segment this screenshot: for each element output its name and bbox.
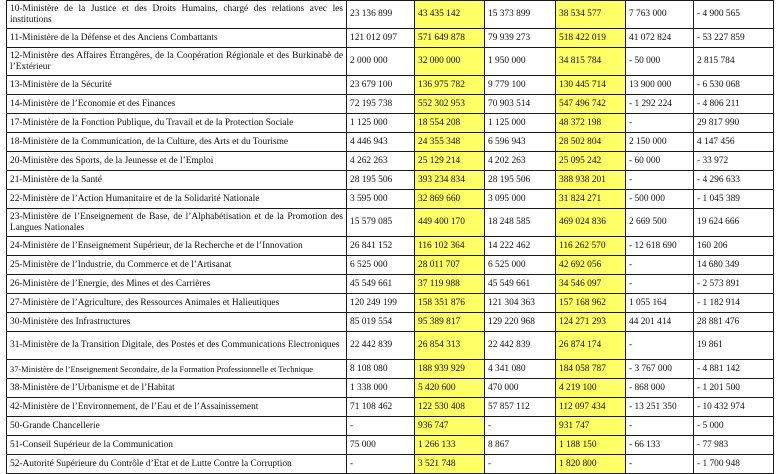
amount-cell: 15 579 085 [347,209,415,237]
amount-cell: 85 019 554 [347,313,415,332]
difference-cell: - 33 972 [694,152,774,171]
ministry-name: 50-Grande Chancellerie [7,417,347,436]
table-row [7,360,774,379]
table-row [7,398,774,417]
highlighted-amount-cell: 1 266 133 [415,436,485,455]
highlighted-amount-cell: 122 530 408 [415,398,485,417]
amount-cell: 41 072 824 [626,29,694,48]
difference-cell: - 53 227 859 [694,29,774,48]
amount-cell: - [485,455,556,474]
amount-cell: 8 867 [485,436,556,455]
highlighted-amount-cell: 3 521 748 [415,455,485,474]
ministry-name: 18-Ministère de la Communication, de la Culture, des Arts et du Tourisme [7,133,347,152]
ministry-name: 38-Ministère de l’Urbanisme et de l’Habitat [7,379,347,398]
amount-cell: - 50 000 [626,48,694,76]
difference-cell: 160 206 [694,237,774,256]
amount-cell: 45 549 661 [485,275,556,294]
highlighted-amount-cell: 1 188 150 [556,436,626,455]
highlighted-amount-cell: 18 554 208 [415,114,485,133]
amount-cell: 45 549 661 [347,275,415,294]
amount-cell: 1 055 164 [626,294,694,313]
amount-cell: 470 000 [485,379,556,398]
amount-cell: 22 442 839 [347,332,415,360]
amount-cell: - [347,455,415,474]
amount-cell: 2 000 000 [347,48,415,76]
budget-table [6,0,774,474]
amount-cell: - 1 292 224 [626,95,694,114]
amount-cell: 120 249 199 [347,294,415,313]
ministry-name: 10-Ministère de la Justice et des Droits Humains, chargé des relations avec les institutions [7,1,347,29]
amount-cell: - 60 000 [626,152,694,171]
table-row [7,1,774,29]
amount-cell: 79 939 273 [485,29,556,48]
table-row [7,313,774,332]
difference-cell: 19 624 666 [694,209,774,237]
highlighted-amount-cell: 5 420 600 [415,379,485,398]
difference-cell: - 4 296 633 [694,171,774,190]
difference-cell: - 1 045 389 [694,190,774,209]
amount-cell: 2 150 000 [626,133,694,152]
difference-cell: 14 680 349 [694,256,774,275]
highlighted-amount-cell: 388 938 201 [556,171,626,190]
amount-cell: 6 596 943 [485,133,556,152]
difference-cell: - 1 182 914 [694,294,774,313]
ministry-name: 26-Ministère de l’Energie, des Mines et des Carrières [7,275,347,294]
amount-cell: 44 201 414 [626,313,694,332]
difference-cell: - 4 900 565 [694,1,774,29]
difference-cell: - 4 806 211 [694,95,774,114]
table-row [7,95,774,114]
amount-cell: - 66 133 [626,436,694,455]
highlighted-amount-cell: 28 011 707 [415,256,485,275]
table-row [7,190,774,209]
difference-cell: - 4 881 142 [694,360,774,379]
amount-cell: 23 136 899 [347,1,415,29]
ministry-name: 13-Ministère de la Sécurité [7,76,347,95]
table-row [7,133,774,152]
amount-cell: 26 841 152 [347,237,415,256]
highlighted-amount-cell: 34 815 784 [556,48,626,76]
amount-cell: 22 442 839 [485,332,556,360]
amount-cell: 23 679 100 [347,76,415,95]
highlighted-amount-cell: 116 102 364 [415,237,485,256]
amount-cell: 28 195 506 [347,171,415,190]
ministry-name: 20-Ministère des Sports, de la Jeunesse et de l’Emploi [7,152,347,171]
highlighted-amount-cell: 28 502 804 [556,133,626,152]
amount-cell: 121 304 363 [485,294,556,313]
table-row [7,209,774,237]
ministry-name: 51-Conseil Supérieur de la Communication [7,436,347,455]
amount-cell: - [485,417,556,436]
highlighted-amount-cell: 158 351 876 [415,294,485,313]
highlighted-amount-cell: 552 302 953 [415,95,485,114]
table-row [7,455,774,474]
amount-cell: 15 373 899 [485,1,556,29]
ministry-name: 27-Ministère de l’Agriculture, des Ressources Animales et Halieutiques [7,294,347,313]
amount-cell: - [626,275,694,294]
highlighted-amount-cell: 136 975 782 [415,76,485,95]
table-row [7,294,774,313]
amount-cell: - [347,417,415,436]
amount-cell: - 500 000 [626,190,694,209]
highlighted-amount-cell: 32 000 000 [415,48,485,76]
ministry-name: 31-Ministère de la Transition Digitale, des Postes et des Communications Electroniques [7,332,347,360]
table-row [7,379,774,398]
ministry-name: 17-Ministère de la Fonction Publique, du Travail et de la Protection Sociale [7,114,347,133]
highlighted-amount-cell: 37 119 988 [415,275,485,294]
highlighted-amount-cell: 124 271 293 [556,313,626,332]
amount-cell: 4 341 080 [485,360,556,379]
highlighted-amount-cell: 518 422 019 [556,29,626,48]
amount-cell: 129 220 968 [485,313,556,332]
amount-cell: - 12 618 690 [626,237,694,256]
highlighted-amount-cell: 184 058 787 [556,360,626,379]
amount-cell: 1 125 000 [485,114,556,133]
ministry-name: 23-Ministère de l’Enseignement de Base, de l’Alphabétisation et de la Promotion des Langues Nationales [7,209,347,237]
highlighted-amount-cell: 42 692 056 [556,256,626,275]
table-row [7,152,774,171]
highlighted-amount-cell: 571 649 878 [415,29,485,48]
table-row [7,76,774,95]
highlighted-amount-cell: 25 095 242 [556,152,626,171]
difference-cell: - 10 432 974 [694,398,774,417]
highlighted-amount-cell: 4 219 100 [556,379,626,398]
highlighted-amount-cell: 547 496 742 [556,95,626,114]
amount-cell: 4 446 943 [347,133,415,152]
difference-cell: - 5 000 [694,417,774,436]
table-row [7,48,774,76]
amount-cell: 8 108 080 [347,360,415,379]
highlighted-amount-cell: 449 400 170 [415,209,485,237]
amount-cell: - 868 000 [626,379,694,398]
table-row [7,417,774,436]
difference-cell: - 77 983 [694,436,774,455]
difference-cell: 2 815 784 [694,48,774,76]
amount-cell: 75 000 [347,436,415,455]
highlighted-amount-cell: 393 234 834 [415,171,485,190]
difference-cell: - 1 700 948 [694,455,774,474]
table-row [7,436,774,455]
table-row [7,332,774,360]
highlighted-amount-cell: 25 129 214 [415,152,485,171]
highlighted-amount-cell: 26 854 313 [415,332,485,360]
amount-cell: 2 669 500 [626,209,694,237]
difference-cell: - 1 201 500 [694,379,774,398]
amount-cell: 6 525 000 [347,256,415,275]
highlighted-amount-cell: 31 824 271 [556,190,626,209]
highlighted-amount-cell: 116 262 570 [556,237,626,256]
highlighted-amount-cell: 936 747 [415,417,485,436]
highlighted-amount-cell: 48 372 198 [556,114,626,133]
amount-cell: 7 763 000 [626,1,694,29]
ministry-name: 37-Ministère de l’Enseignement Secondaire, de la Formation Professionnelle et Technique [7,360,347,379]
amount-cell: 4 262 263 [347,152,415,171]
highlighted-amount-cell: 95 389 817 [415,313,485,332]
highlighted-amount-cell: 24 355 348 [415,133,485,152]
highlighted-amount-cell: 130 445 714 [556,76,626,95]
table-row [7,114,774,133]
amount-cell: 70 903 514 [485,95,556,114]
difference-cell: 28 881 476 [694,313,774,332]
highlighted-amount-cell: 188 939 929 [415,360,485,379]
amount-cell: 1 338 000 [347,379,415,398]
ministry-name: 30-Ministère des Infrastructures [7,313,347,332]
table-row [7,29,774,48]
table-row [7,256,774,275]
table-row [7,275,774,294]
amount-cell: 9 779 100 [485,76,556,95]
highlighted-amount-cell: 34 546 097 [556,275,626,294]
highlighted-amount-cell: 38 534 577 [556,1,626,29]
ministry-name: 52-Autorité Supérieure du Contrôle d’Etat et de Lutte Contre la Corruption [7,455,347,474]
amount-cell: - 3 767 000 [626,360,694,379]
amount-cell: 71 108 462 [347,398,415,417]
difference-cell: 4 147 456 [694,133,774,152]
ministry-name: 42-Ministère de l’Environnement, de l’Eau et de l’Assainissement [7,398,347,417]
amount-cell: 1 950 000 [485,48,556,76]
amount-cell: 18 248 585 [485,209,556,237]
ministry-name: 12-Ministère des Affaires Etrangères, de la Coopération Régionale et des Burkinabè de l’Extérieur [7,48,347,76]
highlighted-amount-cell: 43 435 142 [415,1,485,29]
highlighted-amount-cell: 26 874 174 [556,332,626,360]
amount-cell: 3 095 000 [485,190,556,209]
amount-cell: - [626,332,694,360]
ministry-name: 14-Ministère de l’Economie et des Finances [7,95,347,114]
difference-cell: 19 861 [694,332,774,360]
amount-cell: 14 222 462 [485,237,556,256]
amount-cell: - [626,417,694,436]
amount-cell: 28 195 506 [485,171,556,190]
difference-cell: - 6 530 068 [694,76,774,95]
amount-cell: - 13 251 350 [626,398,694,417]
amount-cell: 6 525 000 [485,256,556,275]
table-row [7,237,774,256]
amount-cell: 72 195 738 [347,95,415,114]
ministry-name: 24-Ministère de l’Enseignement Supérieur, de la Recherche et de l’Innovation [7,237,347,256]
amount-cell: - [626,455,694,474]
difference-cell: - 2 573 891 [694,275,774,294]
amount-cell: 121 012 097 [347,29,415,48]
ministry-name: 21-Ministère de la Santé [7,171,347,190]
highlighted-amount-cell: 1 820 800 [556,455,626,474]
highlighted-amount-cell: 157 168 962 [556,294,626,313]
table-row [7,171,774,190]
amount-cell: 13 900 000 [626,76,694,95]
amount-cell: 4 202 263 [485,152,556,171]
ministry-name: 11-Ministère de la Défense et des Anciens Combattants [7,29,347,48]
ministry-name: 22-Ministère de l’Action Humanitaire et de la Solidarité Nationale [7,190,347,209]
highlighted-amount-cell: 32 869 660 [415,190,485,209]
amount-cell: 1 125 000 [347,114,415,133]
amount-cell: - [626,256,694,275]
difference-cell: 29 817 990 [694,114,774,133]
amount-cell: - [626,114,694,133]
amount-cell: 57 857 112 [485,398,556,417]
ministry-name: 25-Ministère de l’Industrie, du Commerce et de l’Artisanat [7,256,347,275]
highlighted-amount-cell: 112 097 434 [556,398,626,417]
amount-cell: - [626,171,694,190]
amount-cell: 3 595 000 [347,190,415,209]
highlighted-amount-cell: 469 024 836 [556,209,626,237]
highlighted-amount-cell: 931 747 [556,417,626,436]
